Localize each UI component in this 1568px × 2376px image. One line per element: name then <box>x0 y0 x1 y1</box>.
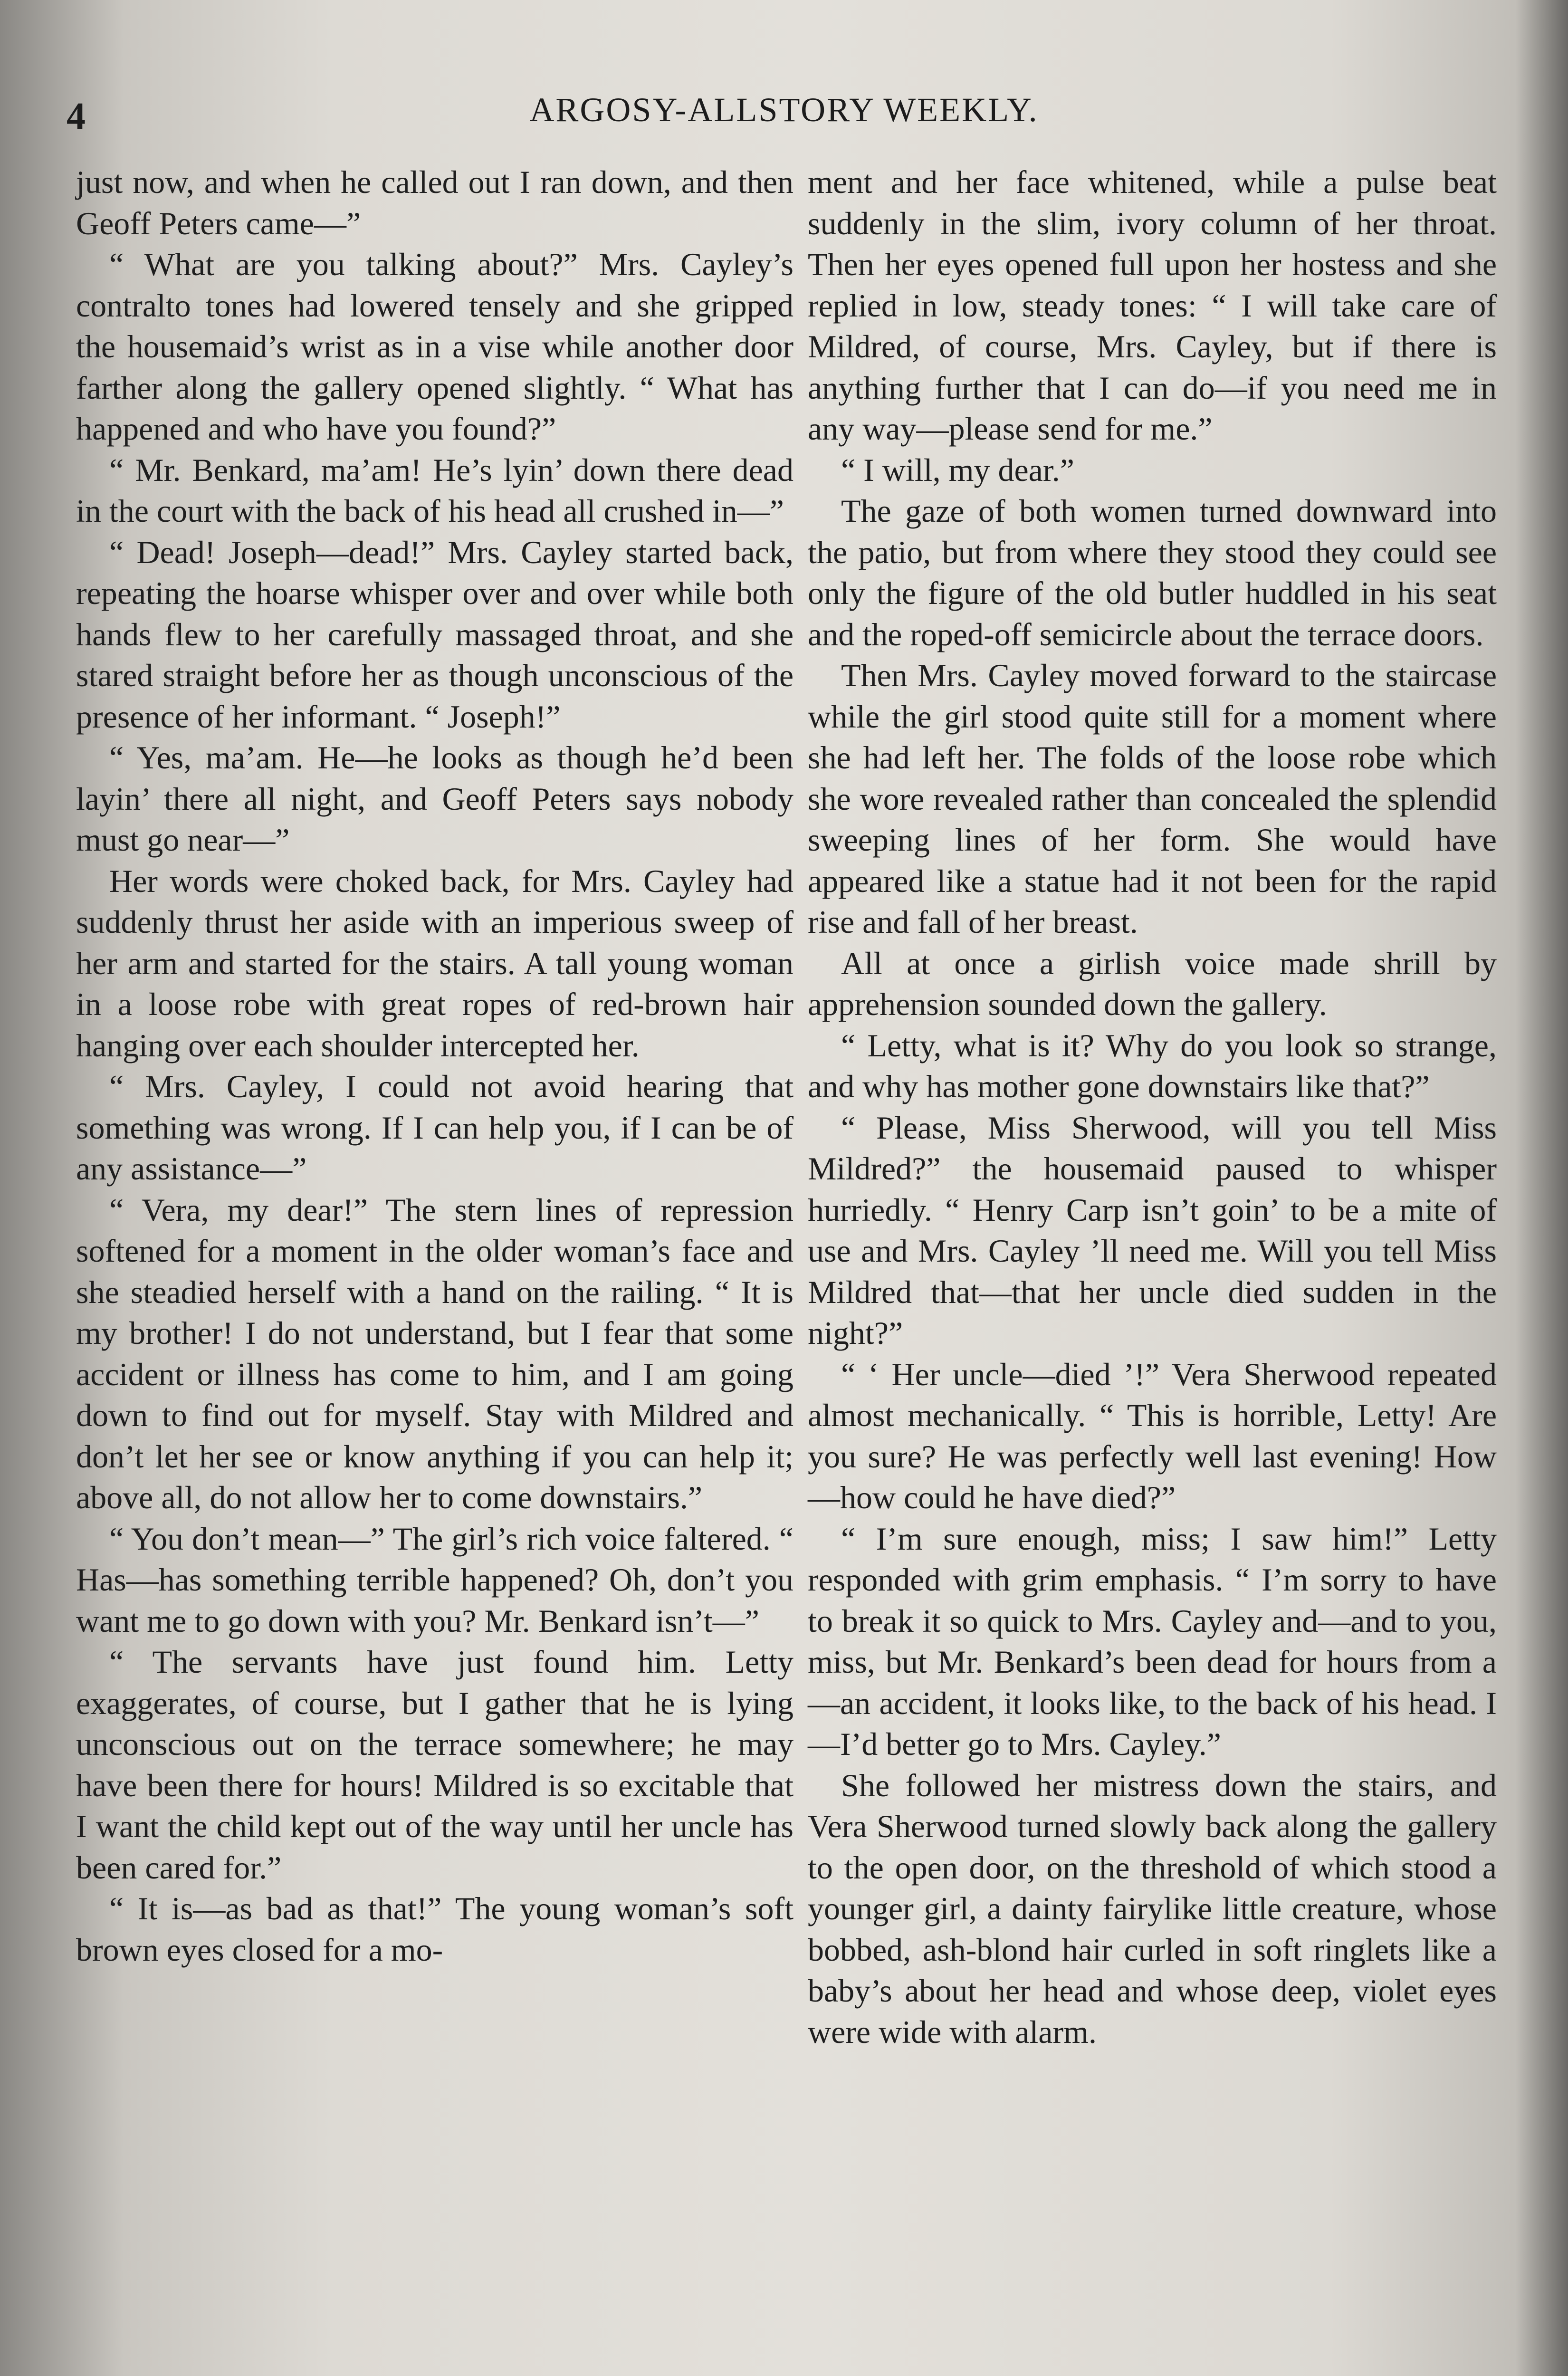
left-text-column <box>76 162 794 1970</box>
paragraph: Then Mrs. Cayley moved forward to the staircase while the girl stood quite still for a moment where she had left her. The folds of the loose robe which she wore revealed rather than concealed the splendid sweeping lines of her form. She would have appeared like a statue had it not been for the rapid rise and fall of her breast. <box>808 657 1497 940</box>
paragraph: “ I will, my dear.” <box>841 451 1074 488</box>
paragraph: “ Dead! Joseph—dead!” Mrs. Cayley started back, repeating the hoarse whisper over and over while both hands flew to her carefully massaged throat, and she stared straight before her as though unconscious of the presence of her informant. “ Joseph!” <box>76 534 794 735</box>
paragraph: “ Vera, my dear!” The stern lines of repression softened for a moment in the older woman’s face and she steadied herself with a hand on the railing. “ It is my brother! I do not understand, but I fear that some accident or illness has come to him, and I am going down to find out for myself. Stay with Mildred and don’t let her see or know anything if you can help it; above all, do not allow her to come downstairs.” <box>76 1191 794 1515</box>
paragraph: “ Mr. Benkard, ma’am! He’s lyin’ down there dead in the court with the back of his head all crushed in—” <box>76 451 794 529</box>
right-text-column <box>808 162 1497 2052</box>
running-title: ARGOSY-ALLSTORY WEEKLY. <box>529 91 1039 129</box>
paragraph: “ I’m sure enough, miss; I saw him!” Letty responded with grim emphasis. “ I’m sorry to have to break it so quick to Mrs. Cayley and—and to you, miss, but Mr. Benkard’s been dead for hours from a—an accident, it looks like, to the back of his head. I—I’d better go to Mrs. Cayley.” <box>808 1520 1497 1762</box>
page-number: 4 <box>67 96 86 137</box>
paragraph: “ What are you talking about?” Mrs. Cayley’s contralto tones had lowered tensely and she gripped the housemaid’s wrist as in a vise while another door farther along the gallery opened slightly. “ What has happened and who have you found?” <box>76 246 794 447</box>
paragraph: “ Mrs. Cayley, I could not avoid hearing that something was wrong. If I can help you, if I can be of any assistance—” <box>76 1068 794 1187</box>
paragraph: The gaze of both women turned downward into the patio, but from where they stood they could see only the figure of the old butler huddled in his seat and the roped-off semicircle about the terrace doors. <box>808 493 1497 652</box>
paragraph: “ Yes, ma’am. He—he looks as though he’d been layin’ there all night, and Geoff Peters says nobody must go near—” <box>76 739 794 858</box>
paragraph: ment and her face whitened, while a pulse beat suddenly in the slim, ivory column of her throat. Then her eyes opened full upon her hostess and she replied in low, steady tones: “ I will take care of Mildred, of course, Mrs. Cayley, but if there is anything further that I can do—if you need me in any way—please send for me.” <box>808 164 1497 447</box>
paragraph: Her words were choked back, for Mrs. Cayley had suddenly thrust her aside with an imperious sweep of her arm and started for the stairs. A tall young woman in a loose robe with great ropes of red-brown hair hanging over each shoulder intercepted her. <box>76 862 794 1063</box>
paragraph: “ Please, Miss Sherwood, will you tell Miss Mildred?” the housemaid paused to whisper hurriedly. “ Henry Carp isn’t goin’ to be a mite of use and Mrs. Cayley ’ll need me. Will you tell Miss Mildred that—that her uncle died sudden in the night?” <box>808 1109 1497 1351</box>
paragraph: “ It is—as bad as that!” The young woman’s soft brown eyes closed for a mo- <box>76 1890 794 1968</box>
paragraph: All at once a girlish voice made shrill by apprehension sounded down the gallery. <box>808 945 1497 1022</box>
page-spine-shadow <box>1516 0 1568 2376</box>
paragraph: “ The servants have just found him. Letty exaggerates, of course, but I gather that he is lying unconscious out on the terrace somewhere; he may have been there for hours! Mildred is so excitable that I want the child kept out of the way until her uncle has been cared for.” <box>76 1644 794 1886</box>
paragraph: She followed her mistress down the stairs, and Vera Sherwood turned slowly back along the gallery to the open door, on the threshold of which stood a younger girl, a dainty fairylike little creature, whose bobbed, ash-blond hair curled in soft ringlets like a baby’s about her head and whose deep, violet eyes were wide with alarm. <box>808 1767 1497 2050</box>
paragraph: just now, and when he called out I ran down, and then Geoff Peters came—” <box>76 164 794 241</box>
paragraph: “ Letty, what is it? Why do you look so strange, and why has mother gone downstairs like that?” <box>808 1027 1497 1104</box>
paragraph: “ You don’t mean—” The girl’s rich voice faltered. “ Has—has something terrible happened? Oh, don’t you want me to go down with you? Mr. Benkard isn’t—” <box>76 1520 794 1639</box>
paragraph: “ ‘ Her uncle—died ’!” Vera Sherwood repeated almost mechanically. “ This is horrible, Letty! Are you sure? He was perfectly well last evening! How—how could he have died?” <box>808 1356 1497 1515</box>
